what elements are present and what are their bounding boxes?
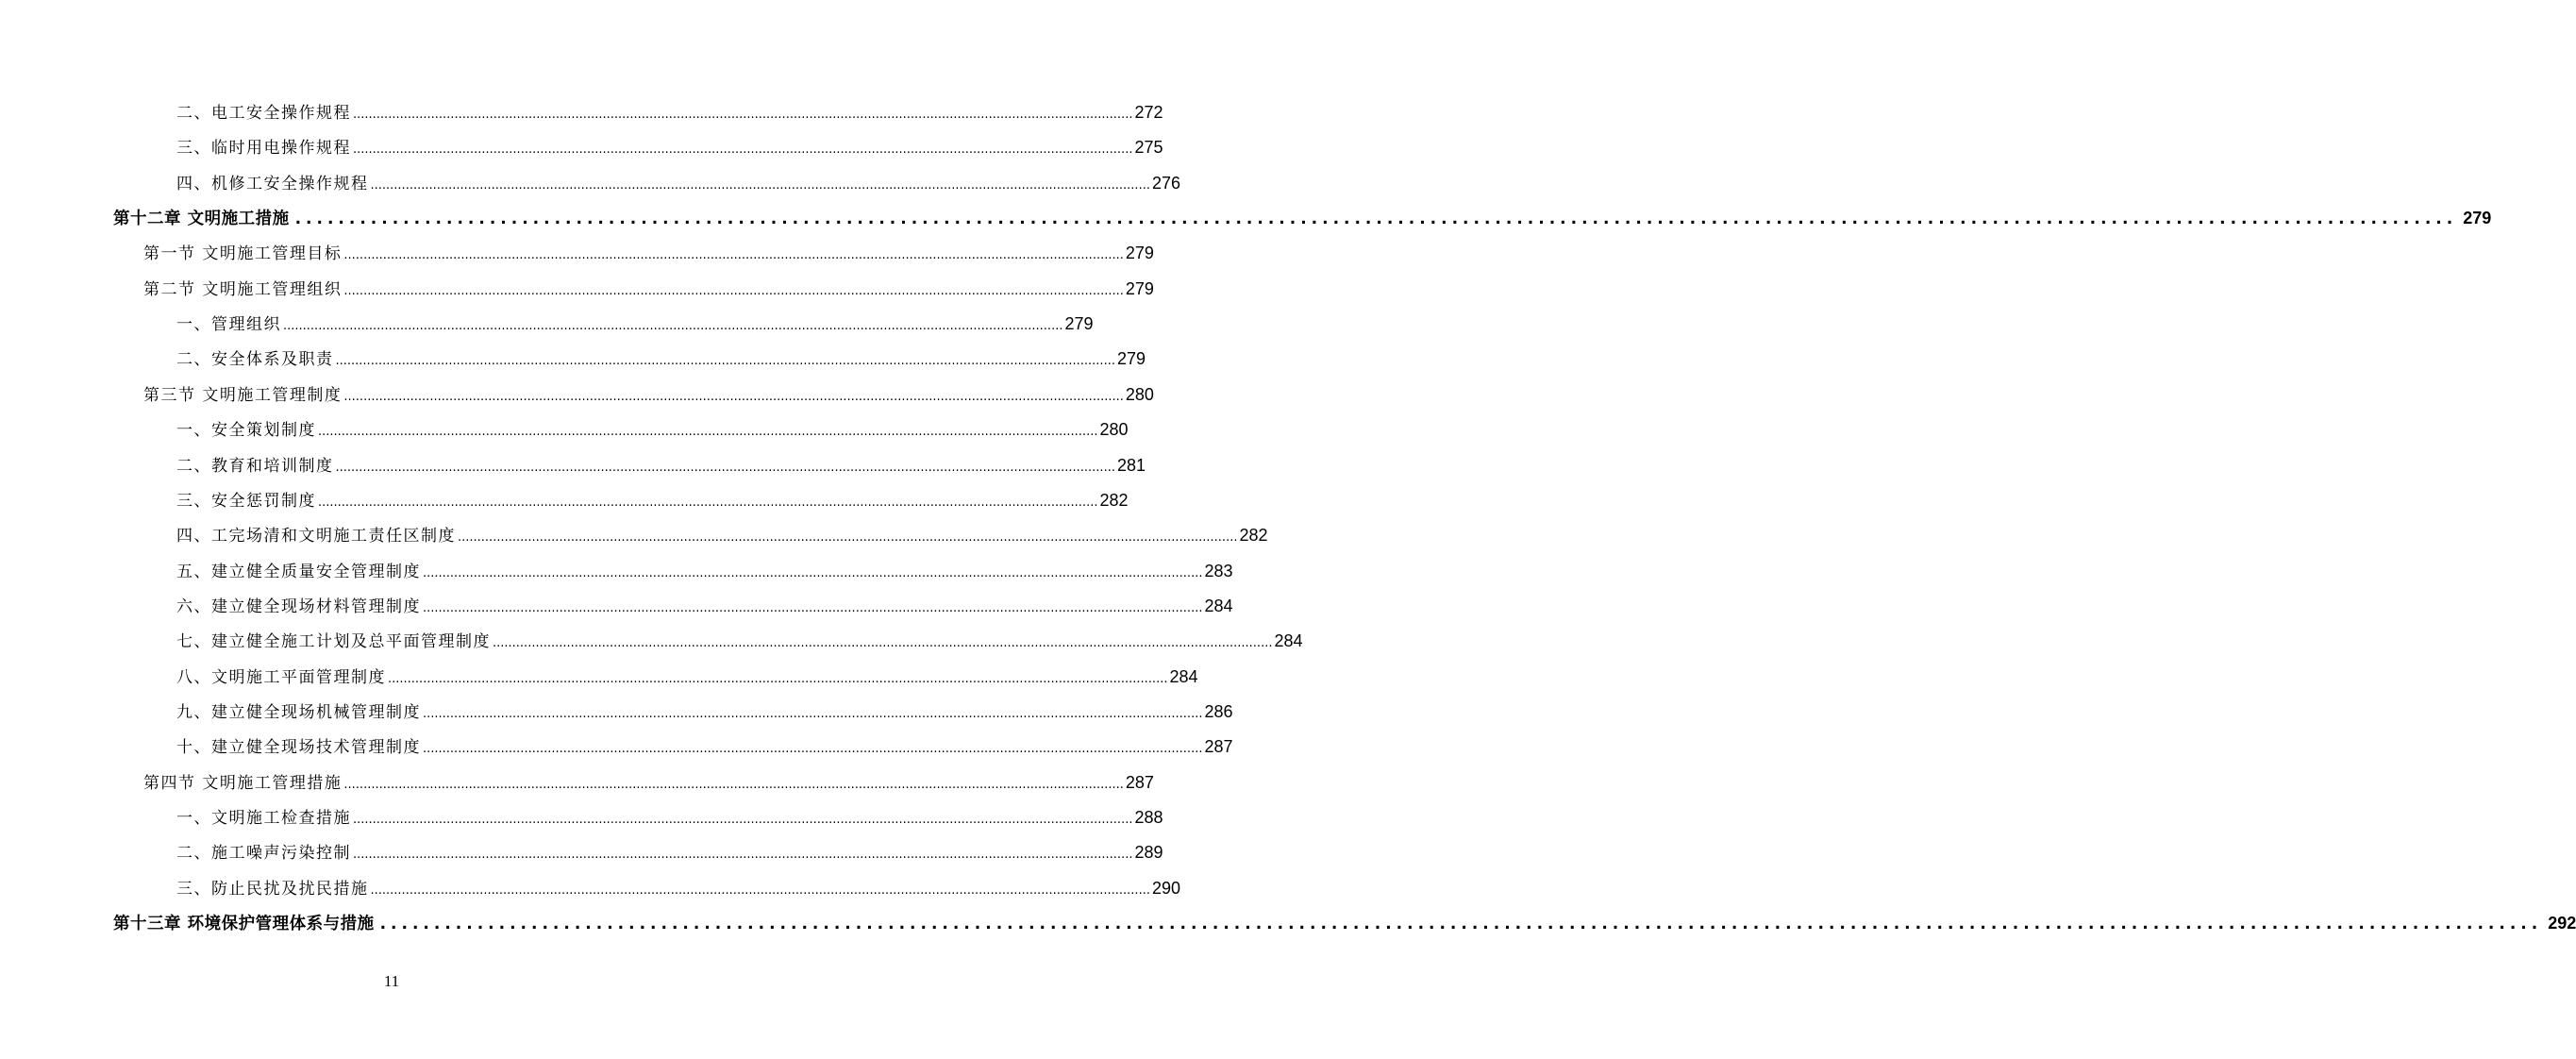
toc-entry[interactable] <box>176 803 1163 832</box>
toc-entry-title: 一、管理组织 <box>176 315 281 335</box>
toc-entry-page: 272 <box>1134 103 1163 122</box>
dot-leader: ........................................................................................................................................................................................................ <box>343 389 1124 404</box>
toc-entry-title: 第一节 文明施工管理目标 <box>143 244 343 264</box>
toc-entry-page: 280 <box>1125 384 1154 404</box>
toc-entry-page: 279 <box>1064 314 1094 334</box>
toc-entry[interactable] <box>176 838 1163 866</box>
dot-leader: ........................................................................................................................................................................................................ <box>343 777 1124 792</box>
dot-leader: ........................................................................................................................................................................................................ <box>423 706 1203 721</box>
toc-entry[interactable] <box>176 627 1303 655</box>
dot-leader: ........................................................................................................................................................................................................ <box>423 565 1203 580</box>
toc-entry-title: 四、工完场清和文明施工责任区制度 <box>176 527 456 546</box>
dot-leader: ........................................................................................................................................................................................................ <box>335 460 1115 475</box>
page-number: 11 <box>383 972 400 990</box>
dot-leader: ........................................................................................................................................................................................................ <box>294 210 2458 229</box>
toc-entry[interactable] <box>143 380 1154 409</box>
toc-entry-page: 279 <box>2463 209 2492 228</box>
toc-entry-page: 283 <box>1204 561 1233 580</box>
toc-entry[interactable] <box>143 239 1154 267</box>
toc-entry[interactable] <box>176 345 1146 373</box>
toc-entry[interactable] <box>176 310 1094 338</box>
dot-leader: ........................................................................................................................................................................................................ <box>370 177 1150 193</box>
dot-leader: ........................................................................................................................................................................................................ <box>423 742 1203 757</box>
dot-leader: ........................................................................................................................................................................................................ <box>379 915 2543 934</box>
toc-entry[interactable] <box>176 592 1233 620</box>
dot-leader: ........................................................................................................................................................................................................ <box>370 882 1150 898</box>
dot-leader: ........................................................................................................................................................................................................ <box>335 354 1115 369</box>
toc-entry-title: 五、建立健全质量安全管理制度 <box>176 562 421 581</box>
toc-entry-title: 八、文明施工平面管理制度 <box>176 667 386 687</box>
toc-entry[interactable] <box>176 133 1163 161</box>
toc-entry[interactable] <box>176 415 1129 444</box>
toc-entry[interactable] <box>176 732 1233 761</box>
toc-entry-title: 七、建立健全施工计划及总平面管理制度 <box>176 632 491 652</box>
toc-entry-title: 九、建立健全现场机械管理制度 <box>176 702 421 722</box>
toc-entry[interactable] <box>176 557 1233 585</box>
toc-entry[interactable] <box>176 98 1163 126</box>
dot-leader: ........................................................................................................................................................................................................ <box>388 671 1168 686</box>
toc-entry-page: 284 <box>1204 596 1233 615</box>
toc-entry[interactable] <box>143 275 1154 303</box>
toc-entry[interactable] <box>176 874 1181 902</box>
toc-entry-page: 279 <box>1116 349 1146 369</box>
toc-entry-title: 三、临时用电操作规程 <box>176 139 351 159</box>
dot-leader: ........................................................................................................................................................................................................ <box>318 425 1098 440</box>
dot-leader: ........................................................................................................................................................................................................ <box>353 848 1133 863</box>
toc-entry-title: 第四节 文明施工管理措施 <box>143 773 343 793</box>
toc-entry-page: 280 <box>1099 420 1129 440</box>
toc-entry-title: 第十三章 环境保护管理体系与措施 <box>113 915 375 934</box>
toc-entry[interactable] <box>176 169 1181 197</box>
toc-entry-title: 二、教育和培训制度 <box>176 456 334 476</box>
toc-entry-title: 三、安全惩罚制度 <box>176 491 316 511</box>
toc-entry-title: 二、电工安全操作规程 <box>176 104 351 123</box>
toc-entry[interactable] <box>176 698 1233 726</box>
toc-entry-title: 二、安全体系及职责 <box>176 350 334 370</box>
toc-entry-page: 287 <box>1125 772 1154 792</box>
toc-entry-title: 第十二章 文明施工措施 <box>113 210 290 229</box>
dot-leader: ........................................................................................................................................................................................................ <box>318 495 1098 510</box>
toc-entry-page: 284 <box>1169 666 1198 686</box>
toc-entry-title: 第三节 文明施工管理制度 <box>143 385 343 405</box>
dot-leader: ........................................................................................................................................................................................................ <box>343 248 1124 263</box>
dot-leader: ........................................................................................................................................................................................................ <box>423 600 1203 615</box>
dot-leader: ........................................................................................................................................................................................................ <box>493 636 1273 651</box>
dot-leader: ........................................................................................................................................................................................................ <box>343 283 1124 298</box>
toc-entry-page: 281 <box>1116 455 1146 475</box>
toc-entry-title: 四、机修工安全操作规程 <box>176 174 369 193</box>
toc-entry-page: 279 <box>1125 278 1154 298</box>
dot-leader: ........................................................................................................................................................................................................ <box>353 108 1133 122</box>
toc-entry-title: 一、文明施工检查措施 <box>176 809 351 828</box>
toc-entry[interactable] <box>113 909 2576 937</box>
toc-entry[interactable] <box>176 451 1146 479</box>
dot-leader: ........................................................................................................................................................................................................ <box>458 530 1238 546</box>
toc-entry-title: 二、施工噪声污染控制 <box>176 844 351 864</box>
dot-leader: ........................................................................................................................................................................................................ <box>353 143 1133 158</box>
dot-leader: ........................................................................................................................................................................................................ <box>353 813 1133 827</box>
toc-entry-page: 275 <box>1134 138 1163 158</box>
toc-entry[interactable] <box>176 521 1268 549</box>
toc-entry-page: 284 <box>1274 631 1303 651</box>
toc-entry-page: 290 <box>1151 878 1181 898</box>
toc-entry-page: 279 <box>1125 244 1154 263</box>
toc-entry-title: 第二节 文明施工管理组织 <box>143 279 343 299</box>
toc-entry-title: 一、安全策划制度 <box>176 421 316 441</box>
toc-entry-page: 282 <box>1099 490 1129 510</box>
toc-entry-page: 287 <box>1204 737 1233 757</box>
toc-entry-page: 289 <box>1134 843 1163 863</box>
toc-entry-title: 三、防止民扰及扰民措施 <box>176 879 369 899</box>
toc-entry-page: 288 <box>1134 808 1163 827</box>
toc-entry-page: 286 <box>1204 701 1233 721</box>
toc-entry[interactable] <box>176 486 1129 514</box>
toc-entry[interactable] <box>143 768 1154 797</box>
dot-leader: ........................................................................................................................................................................................................ <box>283 319 1063 334</box>
toc-entry-title: 六、建立健全现场材料管理制度 <box>176 597 421 616</box>
toc-entry[interactable] <box>113 204 2492 232</box>
toc-entry[interactable] <box>176 663 1198 691</box>
toc-entry-page: 282 <box>1239 526 1268 546</box>
toc-entry-title: 十、建立健全现场技术管理制度 <box>176 738 421 758</box>
toc-entry-page: 292 <box>2548 914 2576 933</box>
toc-entry-page: 276 <box>1151 173 1181 193</box>
